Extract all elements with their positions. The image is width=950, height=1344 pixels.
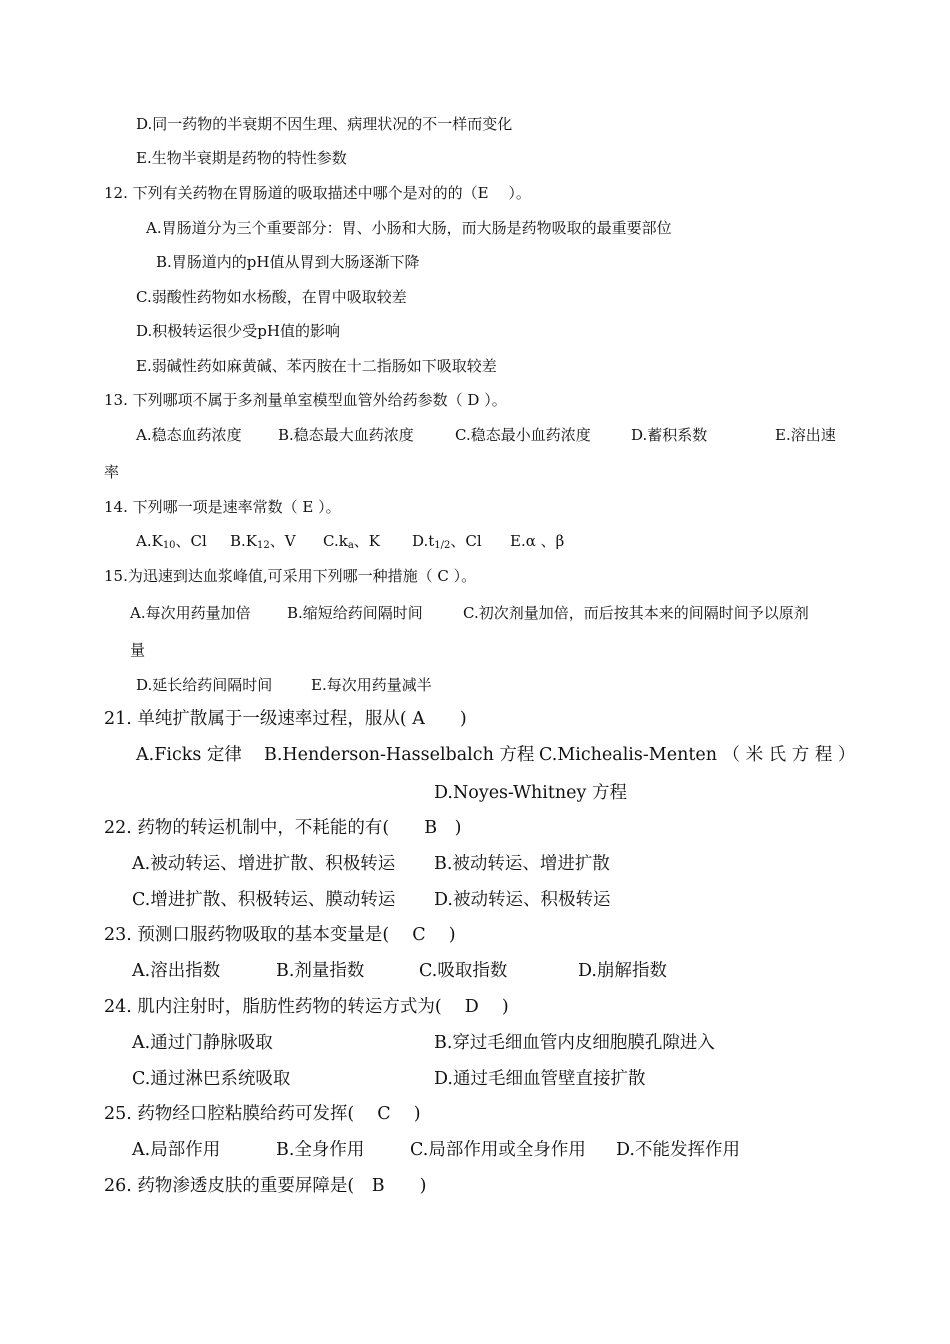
q14-b-rest: 、V xyxy=(269,532,296,550)
q23-option-b: B.剂量指数 xyxy=(276,961,365,981)
q15-option-c: C.初次剂量加倍，而后按其本来的间隔时间予以原剂 xyxy=(463,604,809,622)
q25-option-c: C.局部作用或全身作用 xyxy=(410,1140,586,1160)
q15-option-e: E.每次用药量减半 xyxy=(311,676,432,694)
q13-option-c: C.稳态最小血药浓度 xyxy=(455,426,591,444)
q15-stem: 15.为迅速到达血浆峰值,可采用下列哪一种措施（ C ）。 xyxy=(104,567,477,585)
q14-a-text: A.K xyxy=(136,532,163,550)
q14-c-subscript: a xyxy=(347,540,354,551)
q12-option-e: E.弱碱性药如麻黄碱、苯丙胺在十二指肠如下吸取较差 xyxy=(136,357,497,375)
q14-option-e: E.α 、β xyxy=(510,532,565,550)
q14-b-subscript: 12 xyxy=(257,540,270,551)
q23-option-d: D.崩解指数 xyxy=(578,961,667,981)
q14-c-rest: 、K xyxy=(353,532,380,550)
q22-option-d: D.被动转运、积极转运 xyxy=(434,890,611,910)
q14-d-text: D.t xyxy=(412,532,435,550)
q14-c-text: C.k xyxy=(323,532,348,550)
q12-option-d: D.积极转运很少受pH值的影响 xyxy=(136,322,340,340)
q14-stem: 14. 下列哪一项是速率常数（ E ）。 xyxy=(104,498,341,516)
q15-option-d: D.延长给药间隔时间 xyxy=(136,676,273,694)
q21-option-a: A.Ficks 定律 xyxy=(136,745,242,765)
q24-option-c: C.通过淋巴系统吸取 xyxy=(132,1069,291,1089)
q11-option-d: D.同一药物的半衰期不因生理、病理状况的不一样而变化 xyxy=(136,115,513,133)
q21-option-b: B.Henderson-Hasselbalch 方程 xyxy=(264,745,535,765)
q13-option-a: A.稳态血药浓度 xyxy=(136,426,242,444)
q12-option-a: A.胃肠道分为三个重要部分：胃、小肠和大肠，而大肠是药物吸取的最重要部位 xyxy=(146,219,672,237)
q14-option-b xyxy=(230,534,296,551)
q22-stem: 22. 药物的转运机制中，不耗能的有( B ) xyxy=(104,818,462,838)
q21-option-c: C.Michealis-Menten （ 米 氏 方 程 ） xyxy=(539,745,856,765)
q24-option-d: D.通过毛细血管壁直接扩散 xyxy=(434,1069,646,1089)
q14-b-text: B.K xyxy=(230,532,257,550)
q22-option-c: C.增进扩散、积极转运、膜动转运 xyxy=(132,890,396,910)
q21-option-d: D.Noyes-Whitney 方程 xyxy=(434,783,627,803)
q14-a-rest: 、Cl xyxy=(175,532,207,550)
q13-option-b: B.稳态最大血药浓度 xyxy=(278,426,414,444)
q15-option-a: A.每次用药量加倍 xyxy=(130,604,251,622)
q13-stem: 13. 下列哪项不属于多剂量单室模型血管外给药参数（ D ）。 xyxy=(104,391,507,409)
q24-option-b: B.穿过毛细血管内皮细胞膜孔隙进入 xyxy=(434,1033,715,1053)
q15-option-b: B.缩短给药间隔时间 xyxy=(287,604,423,622)
q14-option-c xyxy=(323,534,380,551)
q25-option-b: B.全身作用 xyxy=(276,1140,365,1160)
q14-option-a xyxy=(136,534,207,551)
q13-option-d: D.蓄积系数 xyxy=(631,426,708,444)
q25-stem: 25. 药物经口腔粘膜给药可发挥( C ) xyxy=(104,1104,421,1124)
q22-option-a: A.被动转运、增进扩散、积极转运 xyxy=(132,854,396,874)
q15-option-c-wrap: 量 xyxy=(130,641,146,659)
q14-d-rest: 、Cl xyxy=(450,532,482,550)
q14-a-subscript: 10 xyxy=(162,540,176,551)
q11-option-e: E.生物半衰期是药物的特性参数 xyxy=(136,149,347,167)
q25-option-d: D.不能发挥作用 xyxy=(616,1140,740,1160)
q14-option-d xyxy=(412,534,482,551)
q21-stem: 21. 单纯扩散属于一级速率过程，服从( A ) xyxy=(104,709,467,729)
q12-option-b: B.胃肠道内的pH值从胃到大肠逐渐下降 xyxy=(156,253,420,271)
q23-option-a: A.溶出指数 xyxy=(132,961,221,981)
q12-stem: 12. 下列有关药物在胃肠道的吸取描述中哪个是对的的（E ）。 xyxy=(104,184,531,202)
q22-option-b: B.被动转运、增进扩散 xyxy=(434,854,610,874)
q23-stem: 23. 预测口服药物吸取的基本变量是( C ) xyxy=(104,925,456,945)
q24-stem: 24. 肌内注射时，脂肪性药物的转运方式为( D ) xyxy=(104,997,509,1017)
q26-stem: 26. 药物渗透皮肤的重要屏障是( B ) xyxy=(104,1176,427,1196)
q24-option-a: A.通过门静脉吸取 xyxy=(132,1033,273,1053)
q23-option-c: C.吸取指数 xyxy=(419,961,508,981)
q25-option-a: A.局部作用 xyxy=(132,1140,221,1160)
q13-option-e-wrap: 率 xyxy=(104,463,120,481)
q14-d-subscript: 1/2 xyxy=(434,540,451,551)
q13-option-e: E.溶出速 xyxy=(775,426,836,444)
q12-option-c: C.弱酸性药物如水杨酸，在胃中吸取较差 xyxy=(136,288,407,306)
